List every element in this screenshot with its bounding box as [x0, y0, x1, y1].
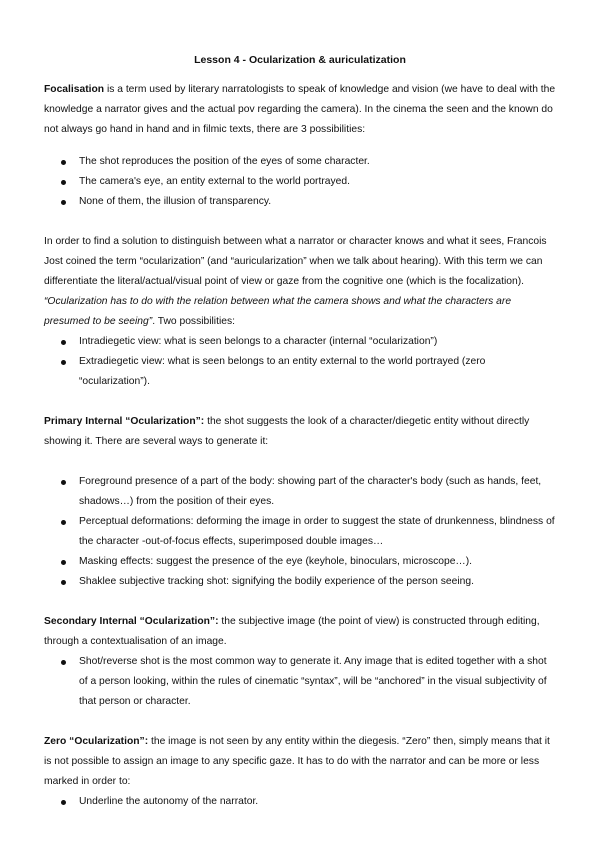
list-item: Shot/reverse shot is the most common way to generate it. Any image that is edited together with a shot of a person looking, within the rules of cinematic “syntax”, will be “anchored” in the visual subjectivity of that person or character. [44, 652, 556, 712]
list-item: The camera's eye, an entity external to the world portrayed. [44, 172, 556, 192]
bullet-icon [61, 800, 66, 805]
list-item: Intradiegetic view: what is seen belongs to a character (internal “ocularization”) [44, 332, 556, 352]
list-item: Shaklee subjective tracking shot: signifying the bodily experience of the person seeing. [44, 572, 556, 592]
jost-quote: “Ocularization has to do with the relation between what the camera shows and what the characters are presumed to be seeing” [44, 296, 512, 327]
bullet-icon [61, 580, 66, 585]
zero-paragraph: Zero “Ocularization”: the image is not seen by any entity within the diegesis. “Zero” then, simply means that it is not possible to assign an image to any specific gaze. It has to do with the narrator and can be more or less marked in order to: [44, 736, 550, 787]
bullet-icon [61, 180, 66, 185]
secondary-heading: Secondary Internal “Ocularization”: [44, 616, 219, 627]
secondary-methods-list [44, 652, 556, 712]
list-item: None of them, the illusion of transparency. [44, 192, 556, 212]
view-types-list [44, 332, 556, 392]
bullet-icon [61, 160, 66, 165]
list-item: Masking effects: suggest the presence of the eye (keyhole, binoculars, microscope…). [44, 552, 556, 572]
list-item: The shot reproduces the position of the eyes of some character. [44, 152, 556, 172]
bullet-icon [61, 560, 66, 565]
primary-methods-list [44, 472, 556, 592]
possibilities-list [44, 152, 556, 212]
list-item: Perceptual deformations: deforming the image in order to suggest the state of drunkenness, blindness of the character -out-of-focus effects, superimposed double images… [44, 512, 556, 552]
primary-paragraph: Primary Internal “Ocularization”: the shot suggests the look of a character/diegetic entity without directly showing it. There are several ways to generate it: [44, 416, 530, 447]
secondary-paragraph: Secondary Internal “Ocularization”: the subjective image (the point of view) is constructed through editing, through a contextualisation of an image. [44, 616, 540, 647]
zero-heading: Zero “Ocularization”: [44, 736, 149, 747]
zero-purposes-list [44, 792, 556, 812]
jost-paragraph: In order to find a solution to distinguish between what a narrator or character knows and what it sees, Francois Jost coined the term “ocularization” (and “auricularization” when we talk about hearing). With this term we can differentiate the literal/actual/visual point of view or gaze from the cognitive one (which is the focalization). “Ocularization has to do with the relation between what the camera shows and what the characters are presumed to be seeing”. Two possibilities: [44, 236, 547, 327]
list-item: Extradiegetic view: what is seen belongs to an entity external to the world portrayed (zero “ocularization”). [44, 352, 556, 392]
page-title: Lesson 4 - Ocularization & auriculatization [194, 54, 406, 66]
intro-paragraph [44, 80, 556, 140]
intro-term: Focalisation [44, 84, 105, 95]
bullet-icon [61, 660, 66, 665]
bullet-icon [61, 200, 66, 205]
primary-heading: Primary Internal “Ocularization”: [44, 416, 205, 427]
bullet-icon [61, 520, 66, 525]
list-item: Foreground presence of a part of the body: showing part of the character's body (such as hands, feet, shadows…) from the position of their eyes. [44, 472, 556, 512]
intro-text: is a term used by literary narratologists to speak of knowledge and vision (we have to deal with the knowledge a narrator gives and the actual pov regarding the camera). In the cinema the seen and the known do not always go hand in hand and in filmic texts, there are 3 possibilities: [44, 84, 556, 135]
list-item: Underline the autonomy of the narrator. [44, 792, 556, 812]
bullet-icon [61, 360, 66, 365]
bullet-icon [61, 480, 66, 485]
bullet-icon [61, 340, 66, 345]
